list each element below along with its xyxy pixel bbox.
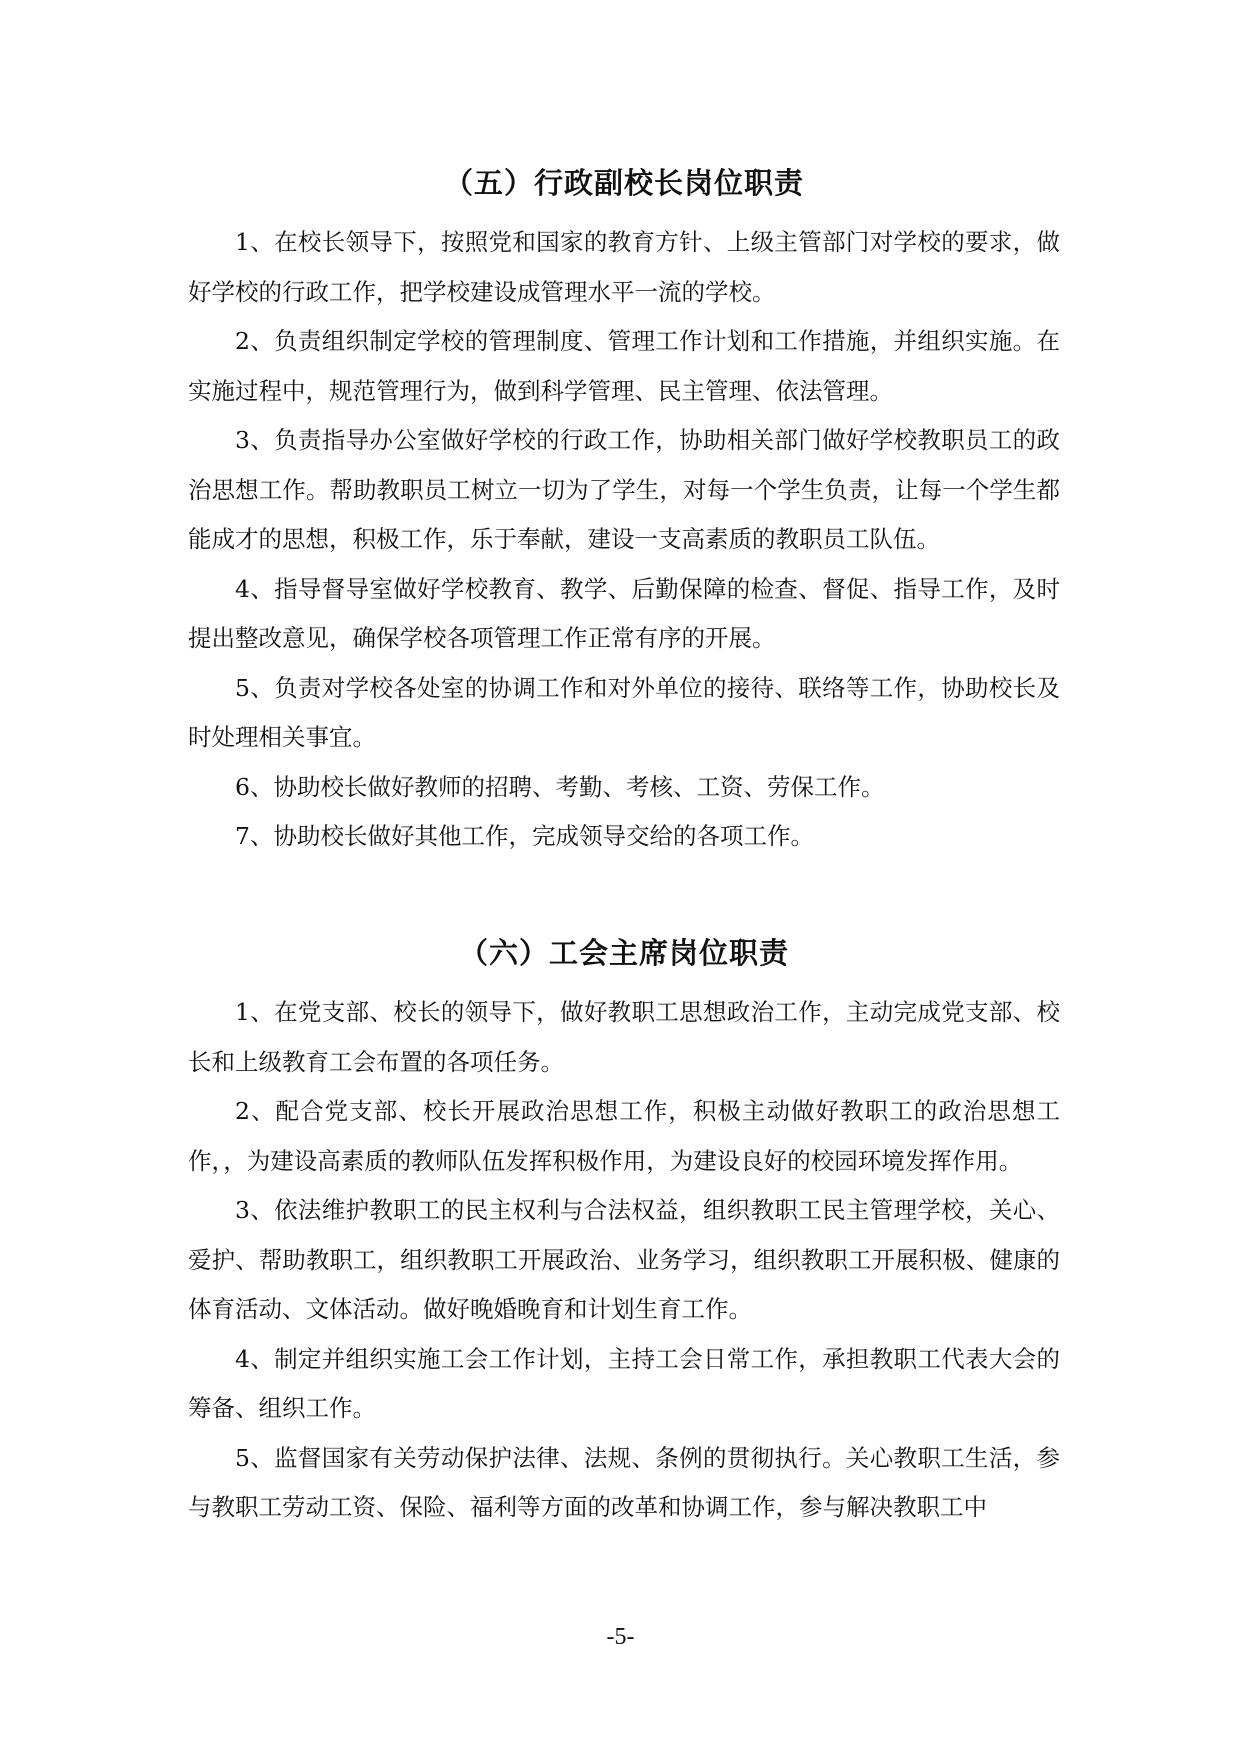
section-title: （五）行政副校长岗位职责 (443, 166, 804, 200)
section-title: （六）工会主席岗位职责 (458, 936, 789, 970)
paragraph: 6、协助校长做好教师的招聘、考勤、考核、工资、劳保工作。 (235, 772, 885, 801)
paragraph: 1、在校长领导下，按照党和国家的教育方针、上级主管部门对学校的要求，做好学校的行政工作，把学校建设成管理水平一流的学校。 (188, 228, 1060, 306)
paragraph: 2、负责组织制定学校的管理制度、管理工作计划和工作措施，并组织实施。在实施过程中，规范管理行为，做到科学管理、民主管理、依法管理。 (188, 327, 1060, 405)
paragraph: 3、负责指导办公室做好学校的行政工作，协助相关部门做好学校教职员工的政治思想工作。帮助教职员工树立一切为了学生，对每一个学生负责，让每一个学生都能成才的思想，积极工作，乐于奉献，建设一支高素质的教职员工队伍。 (188, 426, 1060, 553)
section-vice-principal-duties (188, 158, 1060, 862)
paragraph: 2、配合党支部、校长开展政治思想工作，积极主动做好教职工的政治思想工作，，为建设高素质的教师队伍发挥积极作用，为建设良好的校园环境发挥作用。 (188, 1097, 1060, 1175)
paragraph: 7、协助校长做好其他工作，完成领导交给的各项工作。 (235, 822, 814, 850)
paragraph: 1、在党支部、校长的领导下，做好教职工思想政治工作，主动完成党支部、校长和上级教育工会布置的各项任务。 (188, 998, 1060, 1076)
section-union-chair-duties (188, 928, 1060, 1533)
paragraph: 3、依法维护教职工的民主权利与合法权益，组织教职工民主管理学校，关心、爱护、帮助教职工，组织教职工开展政治、业务学习，组织教职工开展积极、健康的体育活动、文体活动。做好晚婚晚育和计划生育工作。 (188, 1196, 1060, 1323)
page-number: -5- (606, 1624, 635, 1650)
paragraph: 5、负责对学校各处室的协调工作和对外单位的接待、联络等工作，协助校长及时处理相关事宜。 (188, 673, 1060, 751)
paragraph: 5、监督国家有关劳动保护法律、法规、条例的贯彻执行。关心教职工生活，参与教职工劳动工资、保险、福利等方面的改革和协调工作，参与解决教职工中 (188, 1443, 1060, 1521)
paragraph: 4、指导督导室做好学校教育、教学、后勤保障的检查、督促、指导工作，及时提出整改意见，确保学校各项管理工作正常有序的开展。 (188, 574, 1060, 652)
paragraph: 4、制定并组织实施工会工作计划，主持工会日常工作，承担教职工代表大会的筹备、组织工作。 (188, 1344, 1060, 1422)
